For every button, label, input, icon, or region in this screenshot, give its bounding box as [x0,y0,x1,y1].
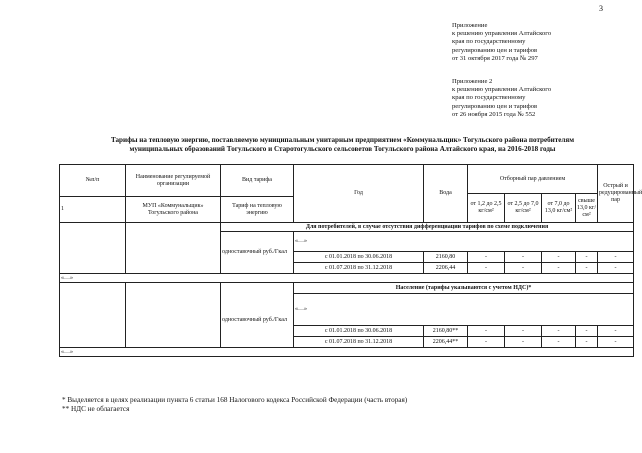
appendix-line: регулированию цен и тарифов [452,46,538,54]
appendix-line: от 31 октября 2017 года № 297 [452,54,538,62]
period-cell: с 01.01.2018 по 30.06.2018 [294,326,424,337]
footnote-line: ** НДС не облагается [62,405,130,413]
title-line: Тарифы на тепловую энергию, поставляемую муниципальным унитарным предприятием «Коммунальщик» Тогульского района потребителям [110,136,575,144]
steam-cell: - [576,252,598,263]
appendix-line: края по государственному [452,94,526,102]
steam-cell: - [542,337,576,348]
water-cell: 2206,44 [424,263,468,274]
header-num: №п/п [60,165,126,197]
header-pressure-3: от 7,0 до 13,0 кг/см² [542,194,576,223]
header-steam-group: Отборный пар давлением [468,165,598,194]
appendix-line: к решению управления Алтайского [452,30,552,38]
section-ellipsis: «…» [294,294,634,326]
section-ellipsis: «…» [294,232,634,252]
sharp-cell: - [598,326,634,337]
header-org: Наименование регулируемой организации [126,165,221,197]
rate-type: одноставочный руб./Гкал [221,232,294,274]
period-cell: с 01.01.2018 по 30.06.2018 [294,252,424,263]
steam-cell: - [468,263,505,274]
steam-cell: - [505,337,542,348]
row-num: 1 [60,197,126,223]
header-pressure-2: от 2,5 до 7,0 кг/см² [505,194,542,223]
header-tariff-type: Вид тарифа [221,165,294,197]
steam-cell: - [542,252,576,263]
steam-cell: - [468,252,505,263]
header-sharp-steam: Острый и редуцированный пар [598,165,634,223]
water-cell: 2160,80** [424,326,468,337]
section-1-title: Для потребителей, в случае отсутствия дифференциации тарифов по схеме подключения [221,223,634,232]
steam-cell: - [576,337,598,348]
steam-cell: - [542,326,576,337]
footnote-line: * Выделяется в целях реализации пункта 6 статьи 168 Налогового кодекса Российской Федерации (часть вторая) [62,396,408,404]
steam-cell: - [576,326,598,337]
tariff-table [59,164,642,357]
appendix-line: Приложение 2 [452,78,493,85]
sharp-cell: - [598,263,634,274]
empty-cell [126,283,221,348]
footnotes [62,396,407,414]
empty-cell [60,223,126,274]
header-water: Вода [424,165,468,223]
appendix-line: Приложение [452,22,488,29]
steam-cell: - [468,326,505,337]
steam-cell: - [576,263,598,274]
header-year: Год [294,165,424,223]
steam-cell: - [505,326,542,337]
empty-cell [126,223,221,274]
appendix-line: края по государственному [452,38,526,46]
period-cell: с 01.07.2018 по 31.12.2018 [294,263,424,274]
appendix-line: от 26 ноября 2015 года № 552 [452,110,536,118]
appendix-line: к решению управления Алтайского [452,86,552,94]
appendix-note-1 [452,22,551,63]
header-pressure-1: от 1,2 до 2,5 кг/см² [468,194,505,223]
appendix-line: регулированию цен и тарифов [452,102,538,110]
water-cell: 2206,44** [424,337,468,348]
header-pressure-4: свыше 13,0 кг/см² [576,194,598,223]
period-cell: с 01.07.2018 по 31.12.2018 [294,337,424,348]
steam-cell: - [505,252,542,263]
steam-cell: - [542,263,576,274]
appendix-note-2 [452,78,551,119]
sharp-cell: - [598,337,634,348]
section-2-title: Население (тарифы указываются с учетом НДС)* [294,283,634,294]
gap-ellipsis: «…» [60,274,634,283]
document-title [55,136,630,154]
empty-cell [60,283,126,348]
org-name: МУП «Коммунальщик» Тогульского района [126,197,221,223]
end-ellipsis: «…» [60,348,634,357]
page-number: 3 [599,4,603,13]
sharp-cell: - [598,252,634,263]
rate-type: одноставочный руб./Гкал [221,294,294,348]
tariff-type: Тариф на тепловую энергию [221,197,294,223]
title-line: муниципальных образований Тогульского и Старотогульского сельсоветов Тогульского района Алтайского края, на 2016-2018 годы [129,145,556,153]
steam-cell: - [468,337,505,348]
water-cell: 2160,80 [424,252,468,263]
steam-cell: - [505,263,542,274]
empty-cell [221,283,294,294]
